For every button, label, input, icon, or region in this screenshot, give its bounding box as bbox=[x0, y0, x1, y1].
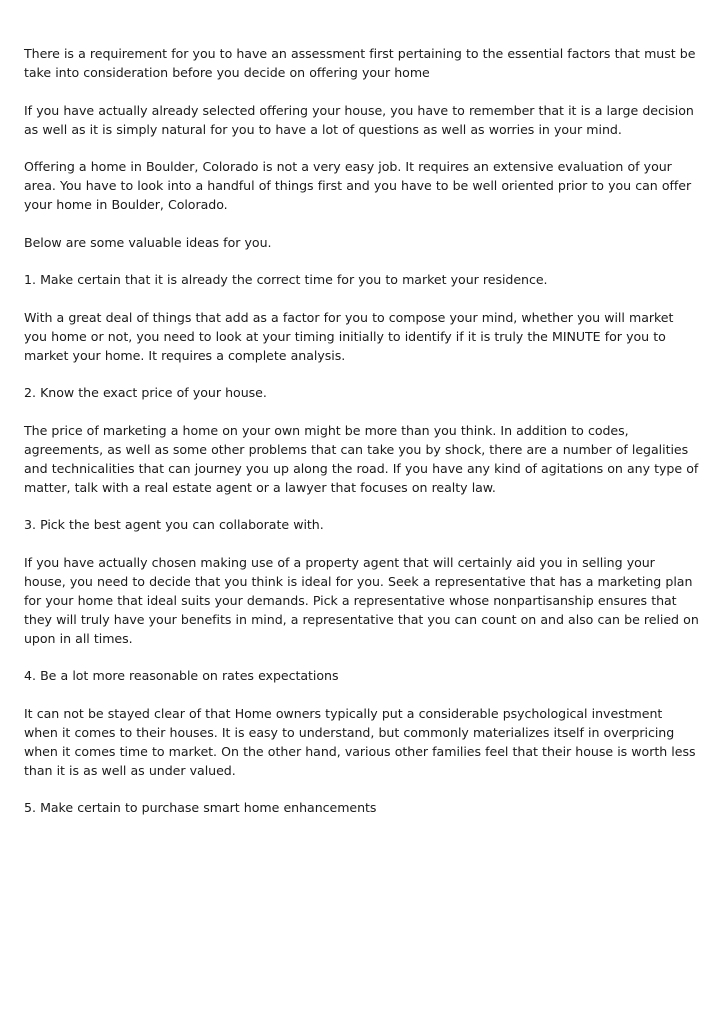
paragraph-tip-1: With a great deal of things that add as a factor for you to compose your mind, whether you will market you home or not, you need to look at your timing initially to identify if it is truly the MINUTE for you to market your home. It requires a complete analysis. bbox=[24, 309, 674, 363]
document-body bbox=[24, 44, 700, 836]
paragraph-tip-3: If you have actually chosen making use of a property agent that will certainly aid you in selling your house, you need to decide that you think is ideal for you. Seek a representative that has a marketing plan for your home that ideal suits your demands. Pick a representative whose nonpartisanship ensures that they will truly have your benefits in mind, a representative that you can count on and also can be relied on upon in all times. bbox=[24, 554, 699, 646]
heading-tip-5: 5. Make certain to purchase smart home enhancements bbox=[24, 800, 377, 815]
heading-tip-3: 3. Pick the best agent you can collaborate with. bbox=[24, 517, 324, 532]
heading-tip-2: 2. Know the exact price of your house. bbox=[24, 385, 267, 400]
paragraph-intro: There is a requirement for you to have an assessment first pertaining to the essential factors that must be take into consideration before you decide on offering your home bbox=[24, 46, 696, 80]
paragraph-decision: If you have actually already selected offering your house, you have to remember that it is a large decision as well as it is simply natural for you to have a lot of questions as well as worries in your mind. bbox=[24, 102, 694, 137]
paragraph-ideas-lead: Below are some valuable ideas for you. bbox=[24, 234, 272, 250]
paragraph-boulder: Offering a home in Boulder, Colorado is not a very easy job. It requires an extensive evaluation of your area. You have to look into a handful of things first and you have to be well oriented prior to you can offer your home in Boulder, Colorado. bbox=[24, 159, 692, 212]
paragraph-tip-4: It can not be stayed clear of that Home owners typically put a considerable psychological investment when it comes to their houses. It is easy to understand, but commonly materializes itself in overpricing when it comes time to market. On the other hand, various other families feel that their house is worth less than it is as well as under valued. bbox=[24, 705, 696, 778]
paragraph-tip-2: The price of marketing a home on your own might be more than you think. In addition to codes, agreements, as well as some other problems that can take you by shock, there are a number of legalities and technicalities that can journey you up along the road. If you have any kind of agitations on any type of matter, talk with a real estate agent or a lawyer that focuses on realty law. bbox=[24, 422, 699, 495]
heading-tip-4: 4. Be a lot more reasonable on rates expectations bbox=[24, 668, 339, 683]
heading-tip-1: 1. Make certain that it is already the correct time for you to market your residence. bbox=[24, 272, 548, 287]
